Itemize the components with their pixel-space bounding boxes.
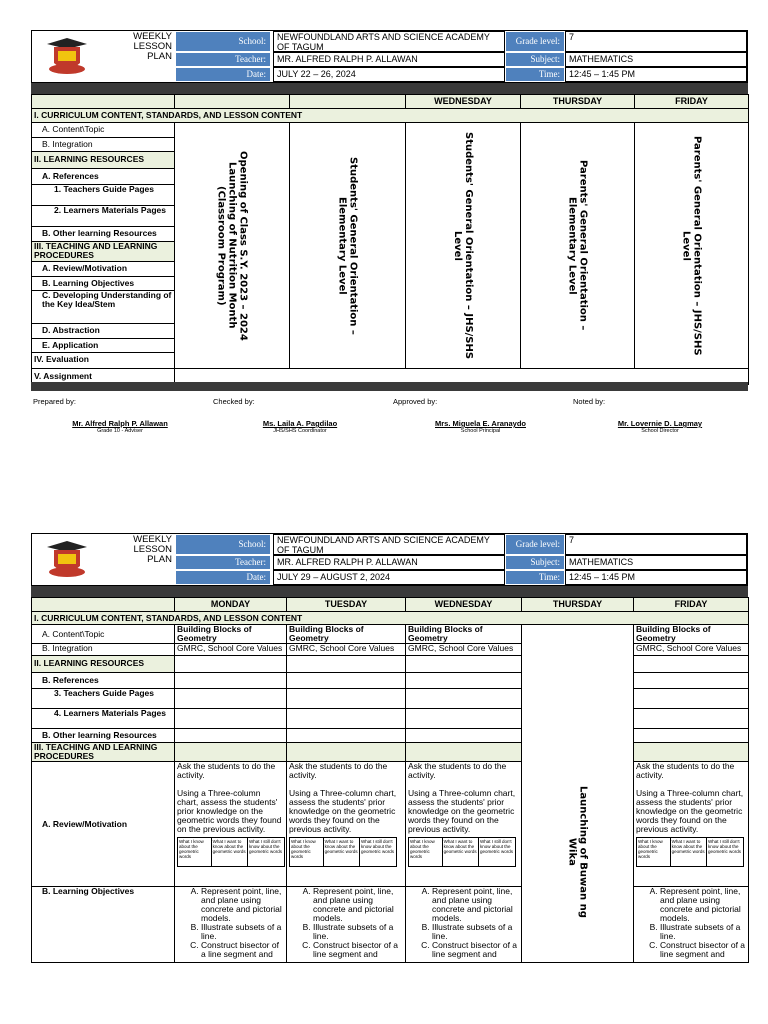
section-label: III. TEACHING AND LEARNING PROCEDURES xyxy=(32,242,175,262)
row-label: D. Abstraction xyxy=(32,324,175,339)
weekly-lesson-plan-title xyxy=(112,535,172,565)
subject-label: Subject: xyxy=(505,52,565,67)
teacher-label: Teacher: xyxy=(175,555,271,570)
content-wednesday: Building Blocks of Geometry xyxy=(406,625,522,644)
content-friday: Building Blocks of Geometry xyxy=(634,625,749,644)
row-label: A. Review/Motivation xyxy=(32,762,175,887)
time-label: Time: xyxy=(505,67,565,82)
school-label: School: xyxy=(175,534,271,555)
vertical-text: Parents' General Orientation – Elementary Level xyxy=(566,160,589,331)
three-column-chart: What I know about the geometric words What I want to know about the geometric words What I still don't know about the geometric words xyxy=(636,837,744,867)
teacher-value: MR. ALFRED RALPH P. ALLAWAN xyxy=(273,52,505,67)
grade-value: 7 xyxy=(565,31,747,52)
signer-role: School Principal xyxy=(460,428,501,434)
weekly-lesson-plan-title xyxy=(112,32,172,62)
day-header-friday: FRIDAY xyxy=(635,95,749,109)
grade-value: 7 xyxy=(565,534,747,555)
friday-cell xyxy=(635,123,749,369)
review-wednesday xyxy=(406,762,522,887)
signature-prepared xyxy=(60,419,180,434)
approved-by-label: Approved by: xyxy=(393,397,438,406)
date-value: JULY 29 – AUGUST 2, 2024 xyxy=(273,570,505,585)
school-logo-icon xyxy=(42,35,92,77)
content-tuesday: Building Blocks of Geometry xyxy=(287,625,406,644)
review-assessment: Using a Three-column chart, assess the students' prior knowledge on the geometric words they found on the previous activity. xyxy=(408,788,516,834)
grade-label: Grade level: xyxy=(505,534,565,555)
divider-bar xyxy=(31,586,748,597)
teacher-value: MR. ALFRED RALPH P. ALLAWAN xyxy=(273,555,505,570)
review-assessment: Using a Three-column chart, assess the students' prior knowledge on the geometric words they found on the previous activity. xyxy=(636,788,744,834)
objectives-tuesday: A. Represent point, line, and plane using concrete and pictorial models. B. Illustrate subsets of a line. C. Construct bisector of a line segment and xyxy=(287,887,406,963)
signer-role: JHS/SHS Coordinator xyxy=(273,428,327,434)
day-header-monday: MONDAY xyxy=(175,598,287,612)
row-label: 4. Learners Materials Pages xyxy=(32,709,175,729)
signer-name: Mr. Lovernie D. Lagmay xyxy=(617,419,703,428)
subject-label: Subject: xyxy=(505,555,565,570)
teacher-label: Teacher: xyxy=(175,52,271,67)
subject-value: MATHEMATICS xyxy=(565,52,747,67)
date-value: JULY 22 – 26, 2024 xyxy=(273,67,505,82)
integration-monday: GMRC, School Core Values xyxy=(175,644,287,656)
row-label: A. References xyxy=(32,168,175,185)
objectives-monday: A. Represent point, line, and plane using concrete and pictorial models. B. Illustrate subsets of a line. C. Construct bisector of a line segment and xyxy=(175,887,287,963)
signer-name: Ms. Laila A. Pagdilao xyxy=(262,419,338,428)
lesson-plan-text: LESSON PLAN xyxy=(133,544,172,565)
vertical-text: Opening of Class S.Y. 2023 – 2024 Launching of Nutrition Month (Classroom Program) xyxy=(215,150,249,341)
day-header-wednesday: WEDNESDAY xyxy=(406,95,521,109)
day-header-blank xyxy=(32,598,175,612)
vertical-text-thursday: Launching of Buwan ng Wika xyxy=(566,786,589,918)
monday-cell xyxy=(175,123,290,369)
integration-wednesday: GMRC, School Core Values xyxy=(406,644,522,656)
integration-tuesday: GMRC, School Core Values xyxy=(287,644,406,656)
row-label: B. Learning Objectives xyxy=(32,276,175,291)
subject-value: MATHEMATICS xyxy=(565,555,747,570)
day-header-thursday: THURSDAY xyxy=(522,598,634,612)
day-header-wednesday: WEDNESDAY xyxy=(406,598,522,612)
signer-role: Grade 10 - Adviser xyxy=(97,428,143,434)
school-logo-icon xyxy=(42,538,92,580)
vertical-text: Students' General Orientation – JHS/SHS Level xyxy=(452,131,474,360)
wednesday-cell xyxy=(406,123,521,369)
prepared-by-label: Prepared by: xyxy=(33,397,76,406)
row-label: B. Learning Objectives xyxy=(32,887,175,963)
row-label: 1. Teachers Guide Pages xyxy=(32,185,175,206)
thursday-cell xyxy=(522,625,634,963)
school-value: NEWFOUNDLAND ARTS AND SCIENCE ACADEMY OF TAGUM xyxy=(273,31,505,52)
day-header-tuesday: TUESDAY xyxy=(287,598,406,612)
review-tuesday xyxy=(287,762,406,887)
review-instruction: Ask the students to do the activity. xyxy=(177,761,276,780)
section-label: III. TEACHING AND LEARNING PROCEDURES xyxy=(32,743,175,762)
row-label: B. Other learning Resources xyxy=(32,226,175,242)
section-label: II. LEARNING RESOURCES xyxy=(32,656,175,673)
objectives-wednesday: A. Represent point, line, and plane using concrete and pictorial models. B. Illustrate subsets of a line. C. Construct bisector of a line segment and xyxy=(406,887,522,963)
date-label: Date: xyxy=(175,67,271,82)
row-label: B. Integration xyxy=(32,137,175,152)
three-column-chart: What I know about the geometric words What I want to know about the geometric words What I still don't know about the geometric words xyxy=(177,837,285,867)
day-header xyxy=(175,95,290,109)
review-instruction: Ask the students to do the activity. xyxy=(636,761,735,780)
integration-friday: GMRC, School Core Values xyxy=(634,644,749,656)
row-label: A. Review/Motivation xyxy=(32,262,175,277)
row-label: B. Other learning Resources xyxy=(32,729,175,743)
day-header-friday: FRIDAY xyxy=(634,598,749,612)
noted-by-label: Noted by: xyxy=(573,397,606,406)
objectives-friday: A. Represent point, line, and plane using concrete and pictorial models. B. Illustrate subsets of a line. C. Construct bisector of a line segment and xyxy=(634,887,749,963)
review-assessment: Using a Three-column chart, assess the students' prior knowledge on the geometric words they found on the previous activity. xyxy=(177,788,282,834)
page1-plan-table xyxy=(31,94,749,385)
section-curriculum: I. CURRICULUM CONTENT, STANDARDS, AND LESSON CONTENT xyxy=(32,612,749,625)
review-instruction: Ask the students to do the activity. xyxy=(408,761,507,780)
time-label: Time: xyxy=(505,570,565,585)
row-label: B. Integration xyxy=(32,644,175,656)
day-header xyxy=(290,95,406,109)
checked-by-label: Checked by: xyxy=(213,397,255,406)
signer-name: Mr. Alfred Ralph P. Allawan xyxy=(72,419,168,428)
time-value: 12:45 – 1:45 PM xyxy=(565,570,747,585)
page2-header xyxy=(31,533,748,586)
lesson-plan-text: LESSON PLAN xyxy=(133,41,172,62)
review-monday xyxy=(175,762,287,887)
divider-bar xyxy=(31,382,748,391)
grade-label: Grade level: xyxy=(505,31,565,52)
signature-noted xyxy=(600,419,720,434)
tuesday-cell xyxy=(290,123,406,369)
three-column-chart: What I know about the geometric words What I want to know about the geometric words What I still don't know about the geometric words xyxy=(408,837,516,867)
content-monday: Building Blocks of Geometry xyxy=(175,625,287,644)
signer-role: School Director xyxy=(641,428,679,434)
weekly-text: WEEKLY xyxy=(133,534,172,545)
row-label: C. Developing Understanding of the Key Idea/Stem xyxy=(32,291,175,324)
row-label: B. References xyxy=(32,673,175,689)
vertical-text: Students' General Orientation – Elementary Level xyxy=(336,156,359,335)
day-header-blank xyxy=(32,95,175,109)
row-label: 3. Teachers Guide Pages xyxy=(32,689,175,709)
review-friday xyxy=(634,762,749,887)
page1-header xyxy=(31,30,748,83)
divider-bar xyxy=(31,83,748,94)
signature-checked xyxy=(240,419,360,434)
vertical-text: Parents' General Orientation – JHS/SHS Level xyxy=(680,135,703,356)
review-instruction: Ask the students to do the activity. xyxy=(289,761,388,780)
time-value: 12:45 – 1:45 PM xyxy=(565,67,747,82)
review-assessment: Using a Three-column chart, assess the students' prior knowledge on the geometric words they found on the previous activity. xyxy=(289,788,397,834)
row-label: A. Content\Topic xyxy=(32,123,175,138)
row-label: 2. Learners Materials Pages xyxy=(32,206,175,227)
day-header-thursday: THURSDAY xyxy=(521,95,635,109)
three-column-chart: What I know about the geometric words What I want to know about the geometric words What I still don't know about the geometric words xyxy=(289,837,397,867)
row-label: IV. Evaluation xyxy=(32,353,175,369)
row-label: V. Assignment xyxy=(32,369,175,385)
thursday-cell xyxy=(521,123,635,369)
date-label: Date: xyxy=(175,570,271,585)
school-label: School: xyxy=(175,31,271,52)
section-label: II. LEARNING RESOURCES xyxy=(32,152,175,169)
signature-approved xyxy=(418,419,543,434)
page2-plan-table xyxy=(31,597,749,963)
school-value: NEWFOUNDLAND ARTS AND SCIENCE ACADEMY OF TAGUM xyxy=(273,534,505,555)
section-curriculum: I. CURRICULUM CONTENT, STANDARDS, AND LESSON CONTENT xyxy=(32,109,749,123)
row-label: A. Content\Topic xyxy=(32,625,175,644)
weekly-text: WEEKLY xyxy=(133,31,172,42)
signer-name: Mrs. Miguela E. Aranaydo xyxy=(435,419,526,428)
row-label: E. Application xyxy=(32,338,175,353)
